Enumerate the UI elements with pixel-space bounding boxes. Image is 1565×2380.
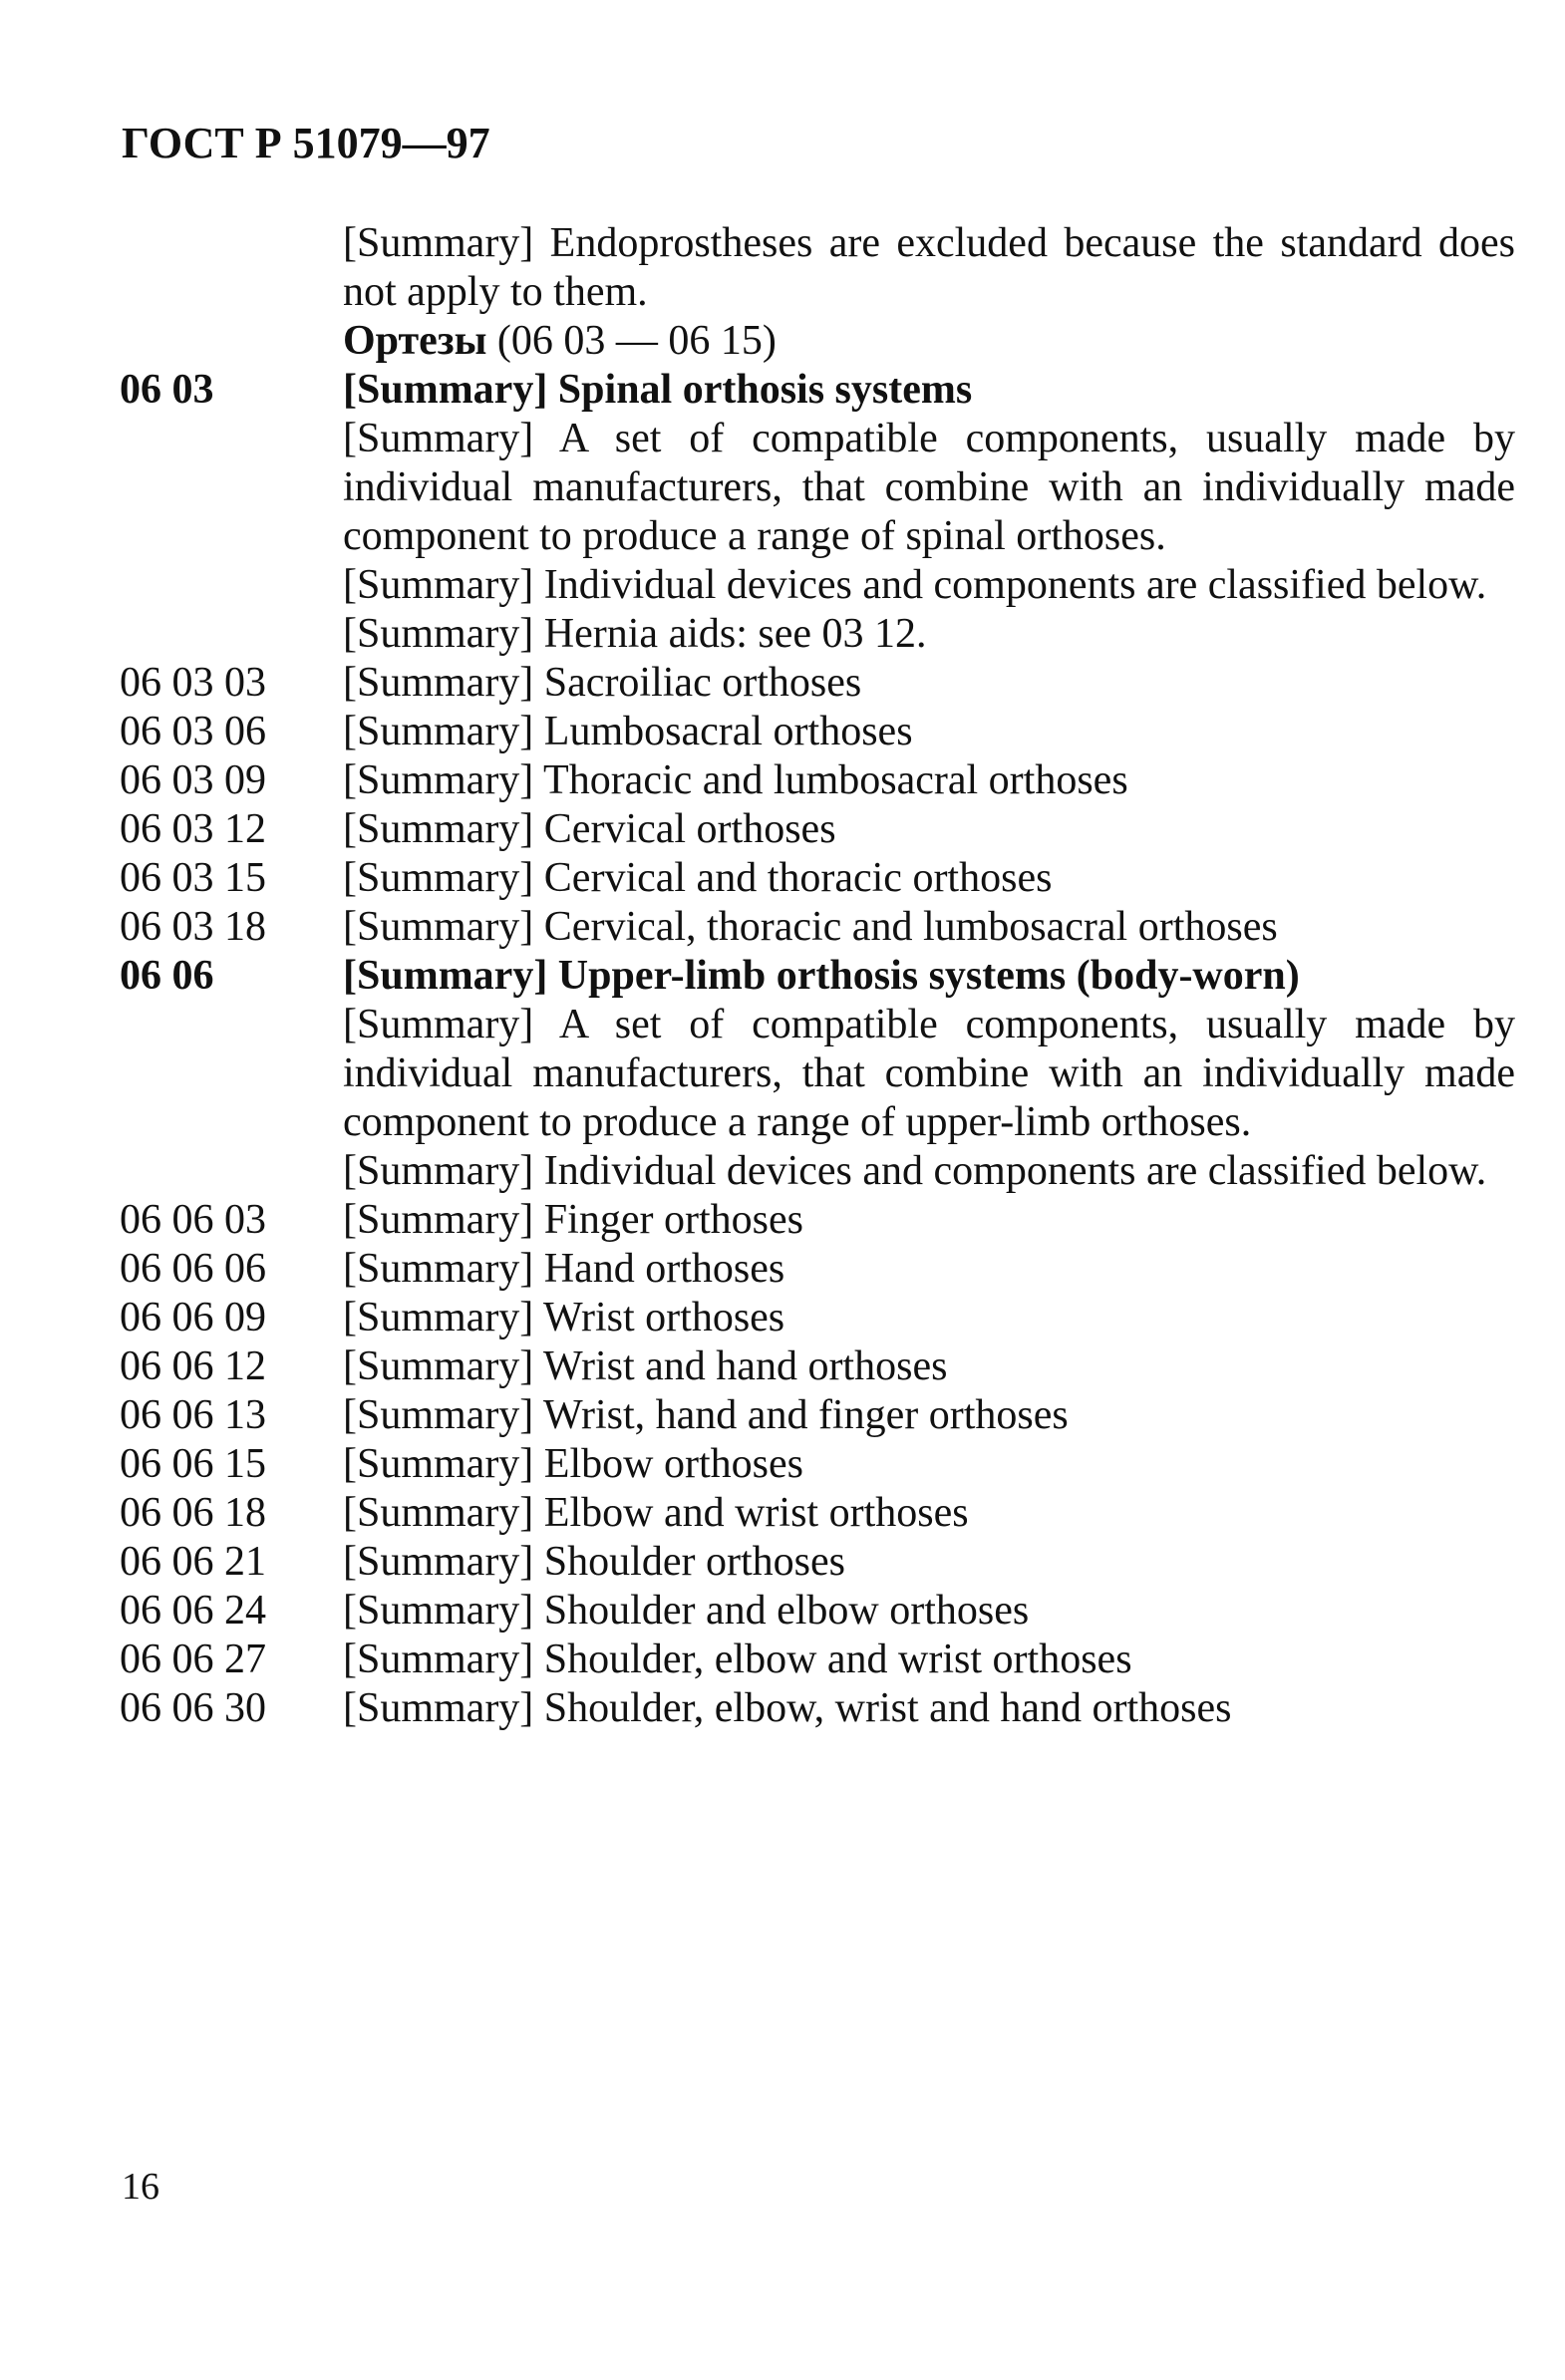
item-code: 06 06 24 — [120, 1588, 266, 1634]
section-code: 06 03 — [120, 367, 214, 413]
classification-note: [Summary] Individual devices and components are classified below. — [343, 562, 1487, 608]
item-label: [Summary] Thoracic and lumbosacral orthoses — [343, 757, 1128, 803]
exclusion-note: [Summary] Endoprostheses are excluded because the standard does not apply to them. — [343, 220, 1515, 315]
cross-reference: [Summary] Hernia aids: see 03 12. — [343, 611, 927, 657]
item-code: 06 06 06 — [120, 1246, 266, 1292]
section-0603-description-row — [120, 415, 1515, 561]
standard-header: ГОСТ Р 51079—97 — [122, 119, 490, 167]
item-label: [Summary] Wrist and hand orthoses — [343, 1343, 948, 1389]
orthoses-title: Ортезы — [343, 318, 487, 364]
item-code: 06 06 15 — [120, 1441, 266, 1487]
section-code: 06 06 — [120, 953, 214, 999]
list-item — [120, 903, 1515, 952]
page-number: 16 — [122, 2166, 159, 2208]
item-code: 06 06 09 — [120, 1295, 266, 1340]
list-item — [120, 805, 1515, 854]
orthoses-title-line — [343, 317, 1515, 366]
list-item — [120, 1636, 1515, 1684]
item-code: 06 03 09 — [120, 757, 266, 803]
item-label: [Summary] Cervical and thoracic orthoses — [343, 855, 1053, 901]
item-label: [Summary] Cervical orthoses — [343, 806, 836, 852]
document-body — [120, 219, 1515, 1733]
section-title: [Summary] Spinal orthosis systems — [343, 367, 973, 413]
list-item — [120, 1489, 1515, 1538]
list-item — [120, 1196, 1515, 1245]
list-item — [120, 1587, 1515, 1636]
item-label: [Summary] Shoulder, elbow and wrist orthoses — [343, 1636, 1132, 1682]
item-label: [Summary] Lumbosacral orthoses — [343, 709, 913, 754]
list-item — [120, 1245, 1515, 1294]
item-code: 06 06 18 — [120, 1490, 266, 1536]
item-label: [Summary] Elbow and wrist orthoses — [343, 1490, 969, 1536]
section-0606-classification-row — [120, 1147, 1515, 1196]
list-item — [120, 1391, 1515, 1440]
orthoses-range: (06 03 — 06 15) — [496, 318, 777, 364]
item-code: 06 03 12 — [120, 806, 266, 852]
section-0603-crossref-row — [120, 610, 1515, 659]
item-label: [Summary] Hand orthoses — [343, 1246, 785, 1292]
item-code: 06 03 06 — [120, 709, 266, 754]
item-code: 06 06 13 — [120, 1392, 266, 1438]
item-label: [Summary] Wrist orthoses — [343, 1295, 785, 1340]
classification-note: [Summary] Individual devices and components are classified below. — [343, 1148, 1487, 1194]
item-label: [Summary] Sacroiliac orthoses — [343, 660, 862, 706]
item-label: [Summary] Shoulder, elbow, wrist and hand orthoses — [343, 1685, 1232, 1731]
list-item — [120, 1342, 1515, 1391]
item-label: [Summary] Shoulder and elbow orthoses — [343, 1588, 1030, 1634]
item-code: 06 06 12 — [120, 1343, 266, 1389]
item-code: 06 06 27 — [120, 1636, 266, 1682]
section-0606-heading-row — [120, 952, 1515, 1001]
item-label: [Summary] Finger orthoses — [343, 1197, 803, 1243]
list-item — [120, 1440, 1515, 1489]
list-item — [120, 756, 1515, 805]
list-item — [120, 1538, 1515, 1587]
item-code: 06 03 03 — [120, 660, 266, 706]
section-description: [Summary] A set of compatible components, usually made by individual manufacturers, that combine with an individually made component to produce a range of upper-limb orthoses. — [343, 1002, 1515, 1145]
section-0603-heading-row — [120, 366, 1515, 415]
item-label: [Summary] Cervical, thoracic and lumbosacral orthoses — [343, 904, 1278, 950]
list-item — [120, 1294, 1515, 1342]
item-code: 06 06 03 — [120, 1197, 266, 1243]
section-description: [Summary] A set of compatible components, usually made by individual manufacturers, that combine with an individually made component to produce a range of spinal orthoses. — [343, 416, 1515, 559]
item-code: 06 03 18 — [120, 904, 266, 950]
section-title: [Summary] Upper-limb orthosis systems (body-worn) — [343, 953, 1300, 999]
section-0606-description-row — [120, 1001, 1515, 1147]
list-item — [120, 854, 1515, 903]
exclusion-row — [120, 219, 1515, 317]
item-code: 06 03 15 — [120, 855, 266, 901]
orthoses-title-row — [120, 317, 1515, 366]
item-code: 06 06 21 — [120, 1539, 266, 1585]
section-0603-classification-row — [120, 561, 1515, 610]
list-item — [120, 1684, 1515, 1733]
item-label: [Summary] Shoulder orthoses — [343, 1539, 845, 1585]
list-item — [120, 708, 1515, 756]
list-item — [120, 659, 1515, 708]
item-label: [Summary] Elbow orthoses — [343, 1441, 803, 1487]
item-code: 06 06 30 — [120, 1685, 266, 1731]
item-label: [Summary] Wrist, hand and finger orthoses — [343, 1392, 1069, 1438]
